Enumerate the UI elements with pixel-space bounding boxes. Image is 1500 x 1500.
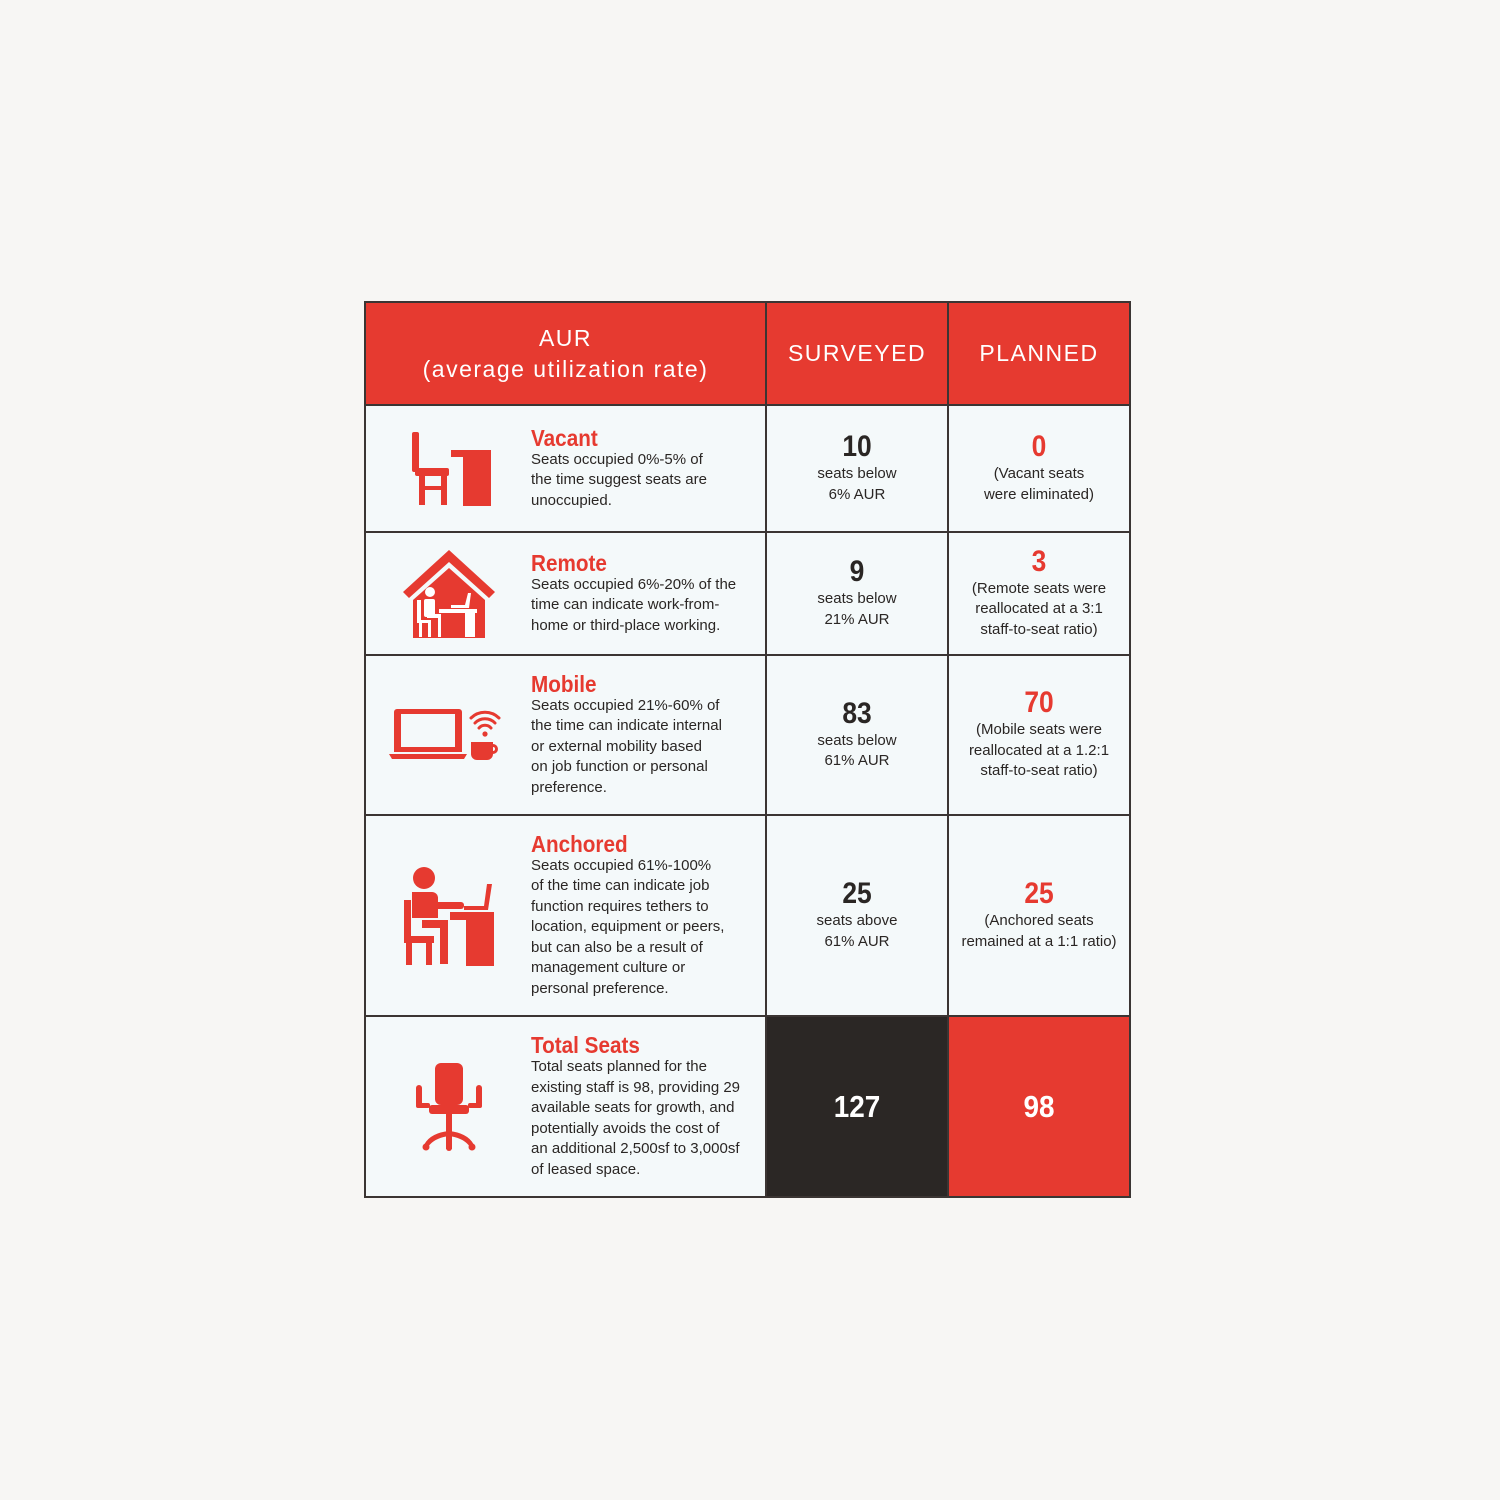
- category-description: Seats occupied 61%-100% of the time can indicate job function requires tethers to location, equipment or peers, but can also be a result of management culture or personal preference.: [531, 856, 725, 997]
- surveyed-total-cell: [766, 1016, 948, 1197]
- surveyed-note: seats below 6% AUR: [817, 465, 897, 503]
- laptop-coffee-wifi-icon: [366, 709, 531, 761]
- category-name: Mobile: [531, 670, 597, 697]
- planned-cell-remote: [948, 532, 1130, 655]
- planned-note: (Mobile seats were reallocated at a 1.2:1 staff-to-seat ratio): [968, 721, 1110, 780]
- category-description: Total seats planned for the existing staff is 98, providing 29 available seats for growth, and potentially avoids the cost of an additional 2,500sf to 3,000sf of leased space.: [531, 1058, 741, 1178]
- surveyed-cell-remote: [766, 532, 948, 655]
- surveyed-cell-vacant: [766, 405, 948, 532]
- category-cell-vacant: [365, 405, 766, 532]
- planned-cell-mobile: [948, 655, 1130, 815]
- aur-seat-table: [364, 301, 1131, 1198]
- surveyed-column-header: SURVEYED: [766, 302, 948, 405]
- aur-header-subtitle: (average utilization rate): [422, 355, 709, 382]
- category-cell-mobile: [365, 655, 766, 815]
- home-office-icon: [366, 548, 531, 640]
- planned-value: 70: [1024, 686, 1054, 720]
- category-cell-anchored: [365, 815, 766, 1016]
- surveyed-value: 83: [842, 696, 872, 730]
- planned-total-value: 98: [1023, 1088, 1055, 1124]
- category-name: Remote: [531, 549, 607, 576]
- aur-column-header: [365, 302, 766, 405]
- surveyed-value: 10: [842, 430, 872, 463]
- planned-cell-anchored: [948, 815, 1130, 1016]
- surveyed-note: seats below 61% AUR: [817, 731, 897, 769]
- planned-note: (Vacant seats were eliminated): [983, 465, 1095, 503]
- desk-chair-icon: [366, 432, 531, 506]
- surveyed-total-value: 127: [833, 1088, 881, 1124]
- table-row-remote: [365, 532, 1130, 655]
- planned-note: (Remote seats were reallocated at a 3:1 staff-to-seat ratio): [971, 579, 1107, 638]
- category-cell-total: [365, 1016, 766, 1197]
- category-name: Anchored: [531, 830, 628, 857]
- surveyed-note: seats below 21% AUR: [817, 590, 897, 628]
- category-name: Total Seats: [531, 1032, 640, 1058]
- person-at-desk-icon: [366, 866, 531, 966]
- planned-cell-vacant: [948, 405, 1130, 532]
- planned-column-header: PLANNED: [948, 302, 1130, 405]
- surveyed-cell-mobile: [766, 655, 948, 815]
- office-chair-icon: [366, 1063, 531, 1151]
- table-row-mobile: [365, 655, 1130, 815]
- surveyed-value: 25: [842, 877, 872, 910]
- table-row-anchored: [365, 815, 1130, 1016]
- category-description: Seats occupied 6%-20% of the time can indicate work-from- home or third-place working.: [531, 575, 737, 634]
- aur-header-title: AUR: [538, 324, 593, 351]
- table-row-total: [365, 1016, 1130, 1197]
- category-name: Vacant: [531, 424, 598, 451]
- category-description: Seats occupied 21%-60% of the time can indicate internal or external mobility based on job function or personal preference.: [531, 696, 722, 796]
- table-row-vacant: [365, 405, 1130, 532]
- surveyed-cell-anchored: [766, 815, 948, 1016]
- planned-value: 3: [1031, 544, 1047, 578]
- planned-value: 25: [1024, 877, 1054, 910]
- surveyed-note: seats above 61% AUR: [816, 912, 898, 950]
- planned-note: (Anchored seats remained at a 1:1 ratio): [961, 912, 1117, 950]
- planned-value: 0: [1031, 430, 1047, 463]
- category-cell-remote: [365, 532, 766, 655]
- category-description: Seats occupied 0%-5% of the time suggest seats are unoccupied.: [531, 450, 707, 509]
- planned-total-cell: [948, 1016, 1130, 1197]
- surveyed-value: 9: [849, 555, 865, 588]
